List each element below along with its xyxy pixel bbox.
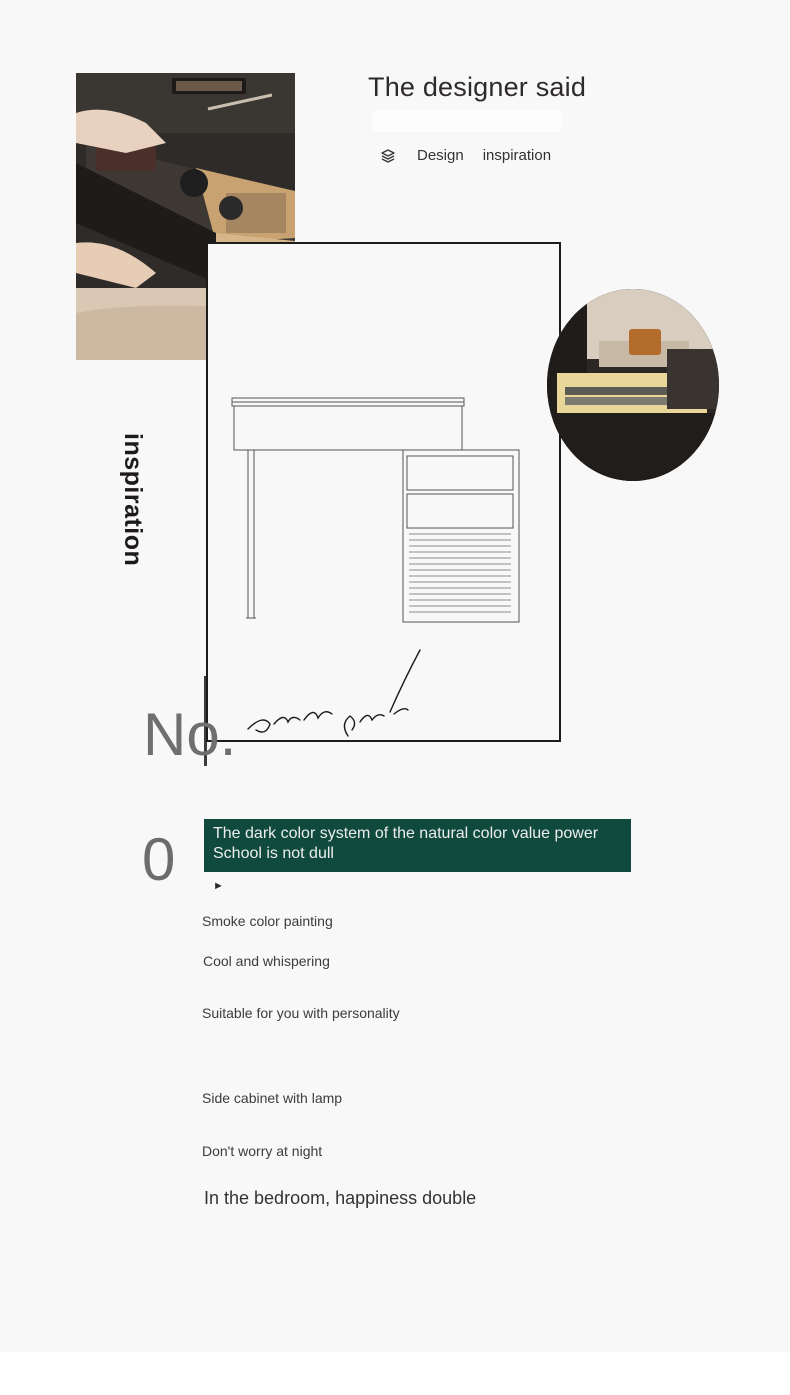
feature-line: Side cabinet with lamp	[202, 1090, 343, 1106]
highlight-text: The dark color system of the natural color value power School is not dull	[213, 825, 599, 862]
number-digit: 0	[142, 826, 176, 893]
closing-line: In the bedroom, happiness double	[204, 1188, 477, 1208]
desk-sketch	[208, 244, 559, 740]
layers-icon	[380, 148, 396, 164]
page-title: The designer said	[368, 72, 587, 102]
tag-inspiration: inspiration	[482, 147, 552, 164]
number-prefix: No.	[143, 701, 237, 768]
cabinet-photo	[547, 289, 719, 481]
tag-row	[380, 147, 551, 164]
feature-line: Cool and whispering	[203, 953, 330, 969]
feature-line: Don't worry at night	[202, 1143, 323, 1159]
side-word: inspiration	[119, 433, 147, 567]
subtitle-placeholder	[372, 110, 562, 132]
feature-line: Smoke color painting	[202, 913, 333, 929]
feature-line: Suitable for you with personality	[202, 1005, 400, 1021]
highlight-box	[204, 819, 631, 872]
tag-design: Design	[417, 147, 464, 164]
triangle-right-icon: ►	[213, 880, 224, 892]
sketch-frame	[206, 242, 561, 742]
